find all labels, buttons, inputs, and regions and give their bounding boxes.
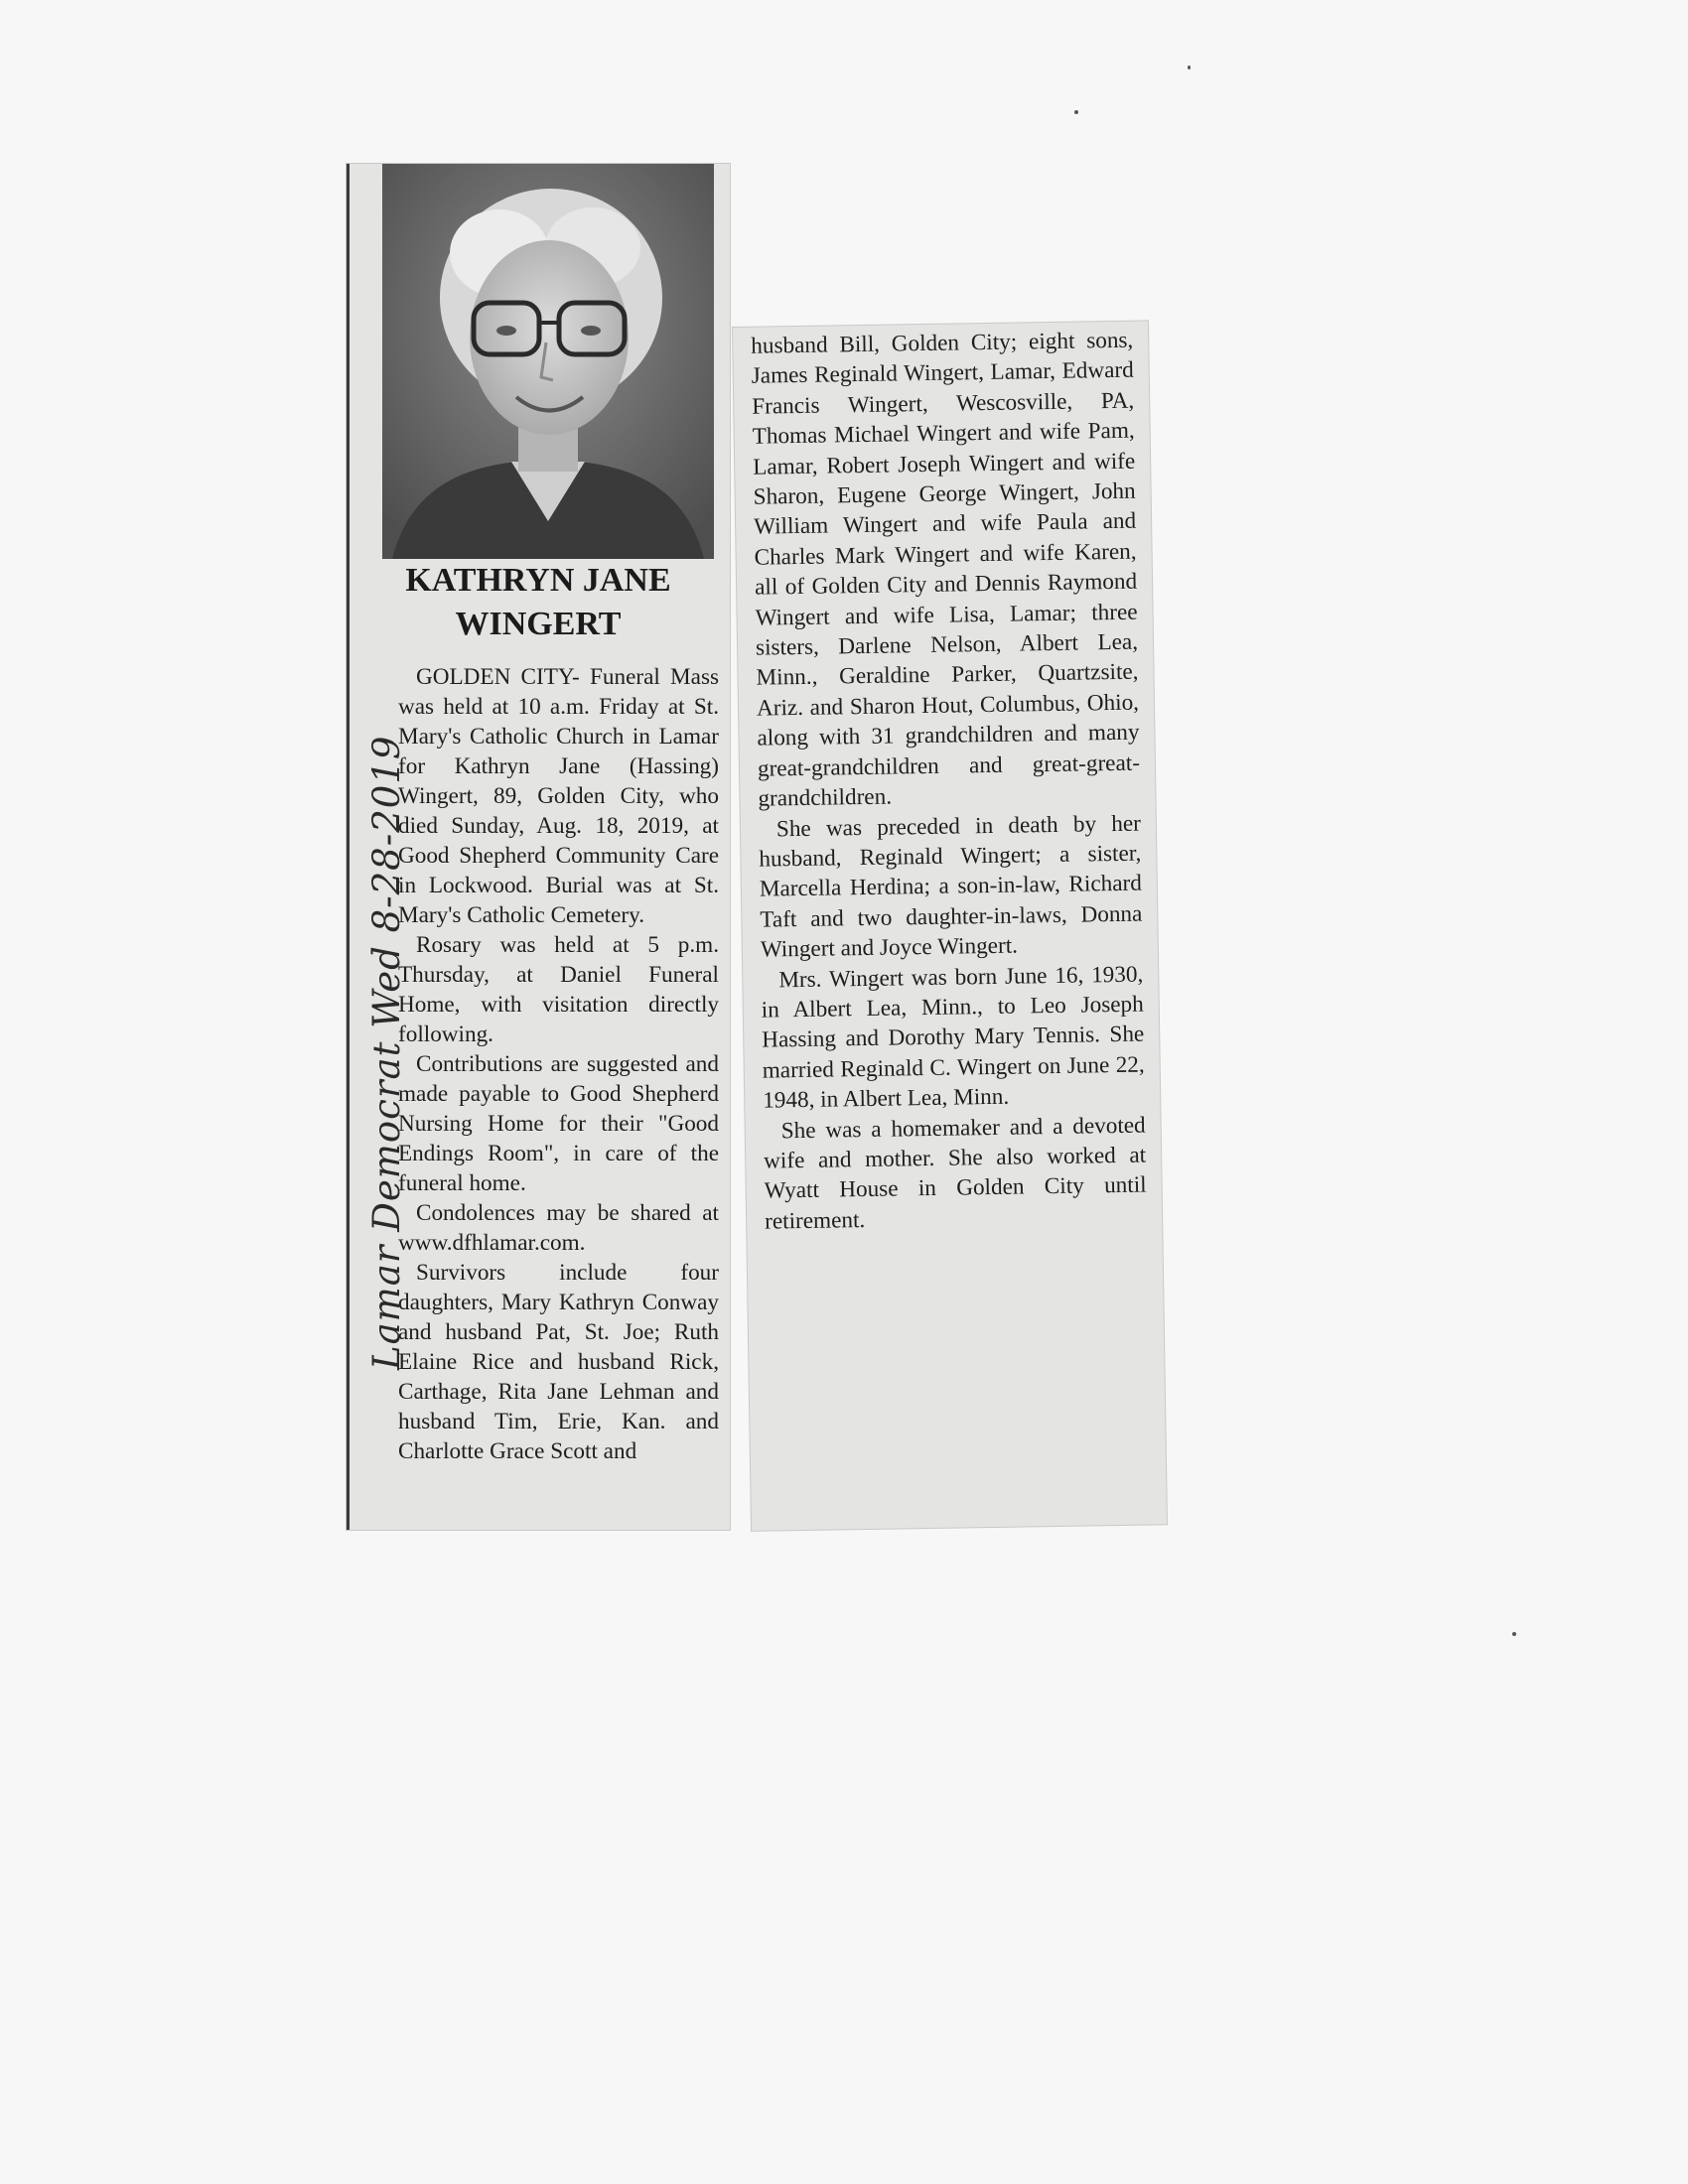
headline-line-1: KATHRYN JANE xyxy=(405,562,671,599)
paragraph-survivors-continued: husband Bill, Golden City; eight sons, James Reginald Wingert, Lamar, Edward Francis Wingert, Wescosville, PA, Thomas Michael Wingert and wife Pam, Lamar, Robert Joseph Wingert and wife Sharon, Eugene George Wingert, John William Wingert and wife Paula and Charles Mark Wingert and wife Karen, all of Golden City and Dennis Raymond Wingert and wife Lisa, Lamar; three sisters, Darlene Nelson, Albert Lea, Minn., Geraldine Parker, Quartzsite, Ariz. and Sharon Hout, Columbus, Ohio, along with 31 grandchildren and many great-grandchildren and great-great-grandchildren. xyxy=(751,327,1141,812)
paragraph-funeral-mass: GOLDEN CITY- Funeral Mass was held at 10 a.m. Friday at St. Mary's Catholic Church in Lamar for Kathryn Jane (Hassing) Wingert, 89, Golden City, who died Sunday, Aug. 18, 2019, at Good Shepherd Community Care in Lockwood. Burial was at St. Mary's Catholic Cemetery. xyxy=(398,664,719,928)
headline-line-2: WINGERT xyxy=(455,606,622,642)
portrait-image xyxy=(382,164,714,559)
paragraph-rosary: Rosary was held at 5 p.m. Thursday, at Daniel Funeral Home, with visitation directly following. xyxy=(398,932,719,1047)
paragraph-survivors: Survivors include four daughters, Mary Kathryn Conway and husband Pat, St. Joe; Ruth Elaine Rice and husband Rick, Carthage, Rita Jane Lehman and husband Tim, Erie, Kan. and Charlotte Grace Scott and xyxy=(398,1260,719,1464)
paragraph-condolences: Condolences may be shared at www.dfhlamar.com. xyxy=(398,1200,719,1256)
paragraph-contributions: Contributions are suggested and made payable to Good Shepherd Nursing Home for their "Good Endings Room", in care of the funeral home. xyxy=(398,1051,719,1196)
handwritten-date-note: Lamar Democrat Wed 8-28-2019 xyxy=(365,735,408,1370)
portrait-photo xyxy=(382,164,714,559)
dust-speck xyxy=(1074,110,1078,114)
obituary-body-left xyxy=(398,662,719,1466)
dust-speck xyxy=(1512,1632,1516,1636)
obituary-clipping-right xyxy=(733,321,1167,1530)
obituary-body-right xyxy=(751,326,1147,1237)
paragraph-occupation: She was a homemaker and a devoted wife and mother. She also worked at Wyatt House in Golden City until retirement. xyxy=(763,1112,1147,1235)
paragraph-birth-marriage: Mrs. Wingert was born June 16, 1930, in Albert Lea, Minn., to Leo Joseph Hassing and Dorothy Mary Tennis. She married Reginald C. Wingert on June 22, 1948, in Albert Lea, Minn. xyxy=(761,961,1145,1114)
paragraph-preceded-in-death: She was preceded in death by her husband, Reginald Wingert; a sister, Marcella Herdina; a son-in-law, Richard Taft and two daughter-in-laws, Donna Wingert and Joyce Wingert. xyxy=(759,810,1143,963)
dust-speck xyxy=(1188,66,1191,69)
obituary-headline xyxy=(347,559,730,646)
